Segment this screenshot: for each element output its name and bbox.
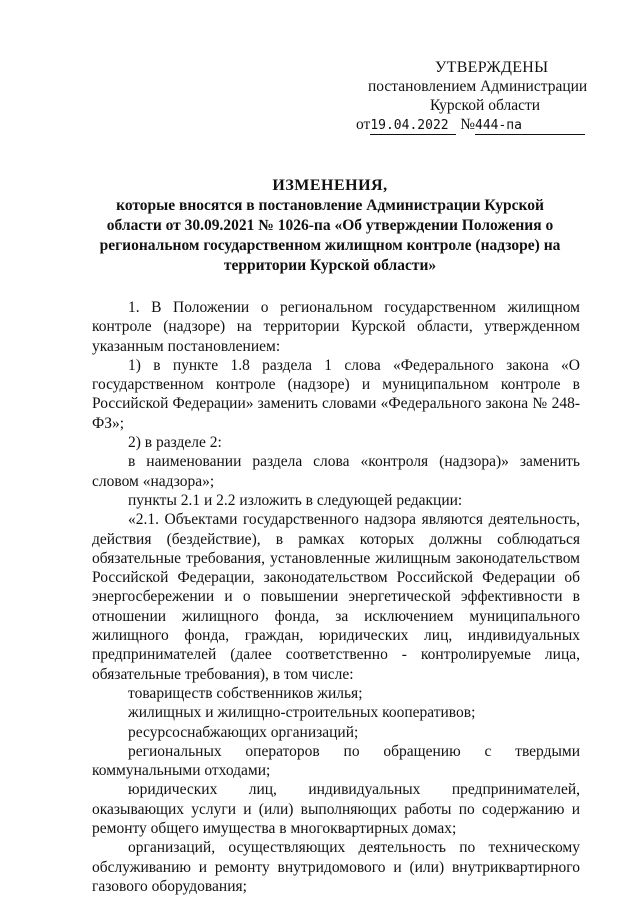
document-body [92,298,580,896]
paragraph: 1) в пункте 1.8 раздела 1 слова «Федерального закона «О государственном контроле (надзоре) и муниципальном контроле в Российской Федерации» заменить словами «Федерального закона № 248-ФЗ»; [92,356,580,432]
approval-number: 444-па [475,118,585,135]
paragraph: ресурсоснабжающих организаций; [128,723,359,741]
paragraph: пункты 2.1 и 2.2 изложить в следующей редакции: [128,491,463,509]
paragraph: юридических лиц, индивидуальных предпринимателей, оказывающих услуги и (или) выполняющих работы по содержанию и ремонту общего имущества в многоквартирных домах; [92,781,580,838]
document-subheading: которые вносятся в постановление Администрации Курской области от 30.09.2021 № 1026-па «Об утверждении Положения о региональном государственном жилищном контроле (надзоре) на территории Курской области» [99,197,561,274]
paragraph: в наименовании раздела слова «контроля (надзора)» заменить словом «надзора»; [92,453,580,490]
approval-date-row [356,115,586,135]
approval-from-label: от [356,116,371,133]
paragraph: организаций, осуществляющих деятельность по техническому обслуживанию и ремонту внутридомового и (или) внутриквартирного газового оборудования; [92,839,580,895]
paragraph: «2.1. Объектами государственного надзора являются деятельность, действия (бездействие), в рамках которых должны соблюдаться обязательные требования, установленные жилищным законодательством Российской Федерации, законодательством Российской Федерации об энергосбережении и о повышении энергетической эффективности в отношении жилищного фонда, за исключением муниципального жилищного фонда, граждан, юридических лиц, индивидуальных предпринимателей (далее соответственно - контролируемые лица, обязательные требования), в том числе: [92,511,580,683]
paragraph: региональных операторов по обращению с твердыми коммунальными отходами; [92,742,580,780]
paragraph: 1. В Положении о региональном государственном жилищном контроле (надзоре) на территории Курской области, утвержденном указанным постановлением: [92,299,580,355]
approval-line-1: постановлением Администрации [368,78,588,95]
approval-date: 19.04.2022 [370,118,456,135]
paragraph: жилищных и жилищно-строительных кооперативов; [128,704,476,722]
approval-line-2: Курской области [430,97,541,114]
document-heading: ИЗМЕНЕНИЯ, [272,177,388,194]
approval-title: УТВЕРЖДЕНЫ [435,59,549,76]
paragraph: 2) в разделе 2: [128,434,222,452]
paragraph: товариществ собственников жилья; [128,684,363,702]
approval-number-sign: № [460,116,475,133]
